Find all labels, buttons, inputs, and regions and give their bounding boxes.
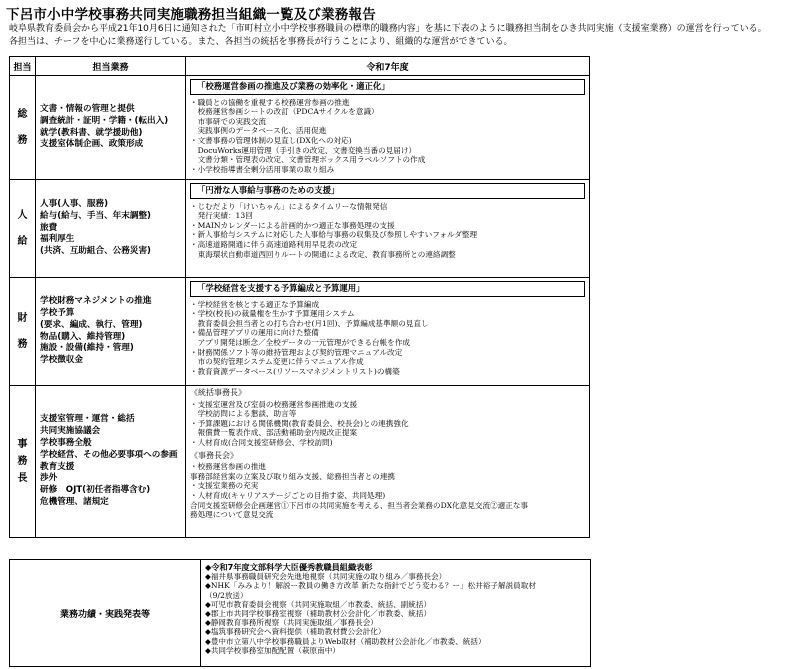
- duty-item: (共済、互助組合、公務災害): [40, 246, 151, 257]
- table-row-zaimu: [10, 278, 590, 386]
- achievement-item: ◆NHK「みみより！解説ー教員の働き方改革 新たな指針でどう変わる？ー」松井裕子解説員取材: [205, 581, 536, 591]
- intro-line: 各担当は、チーフを中心に業務遂行している。また、各担当の統括を事務長が行うことにより、組織的な運営ができている。: [9, 37, 513, 47]
- detail-line: ・人材育成(キャリアステージごとの目指す姿、共同処理): [190, 490, 386, 500]
- detail-line: ・文書事務の管理体制の見直し(DX化への対応): [190, 135, 352, 145]
- duty-item: 学校財務マネジメントの推進: [40, 296, 152, 307]
- duty-item: 学校予算: [40, 307, 75, 318]
- organization-table: [9, 56, 590, 538]
- duty-item: 研修 OJT(初任者指導含む): [40, 485, 151, 496]
- category-jinkyu: 人 給: [10, 180, 36, 278]
- achievements-label: 業務功績・実践発表等: [10, 560, 201, 666]
- category-zaimu: 財 務: [10, 278, 36, 386]
- table-row-jinkyu: [10, 180, 590, 278]
- detail-line: 市の契約管理システム変更に伴うマニュアル作成: [190, 357, 364, 367]
- achievement-item: ◆郡上市共同学校事務室視察（補助教材公会計化／市教委、統括）: [205, 609, 432, 619]
- duty-item: 給与(給与、手当、年末調整): [40, 210, 151, 221]
- detail-line: 実践事例のデータベース化、活用促進: [190, 126, 327, 136]
- achievement-item: ◆令和7年度文部科学大臣優秀教職員組織表彰: [205, 563, 373, 572]
- detail-heading: 「学校経営を支援する予算編成と予算運用」: [190, 281, 585, 297]
- header-year: 令和7年度: [186, 57, 590, 76]
- achievements-list: [201, 560, 590, 666]
- duties-zaimu: [36, 278, 186, 386]
- duty-item: 学校経営、その他必要事項への参画: [40, 449, 178, 460]
- duty-item: 支援室管理・運営・総括: [40, 414, 135, 425]
- duty-item: 就学(教科書、就学援助他): [40, 127, 143, 138]
- duties-jimucho: [36, 386, 186, 538]
- table-header-row: [10, 57, 590, 76]
- achievement-item: ◆共同学校事務室加配配置（萩原南中）: [205, 645, 340, 655]
- detail-line: ・高速道路開通に伴う高速道路利用早見表の改定: [190, 239, 358, 249]
- duty-item: 教育支援: [40, 461, 75, 472]
- detail-line: 事務部経営案の立案及び取り組み支援、総務担当者との連携: [190, 471, 396, 481]
- detail-line: 教育委員会担当者との打ち合わせ(月1回)、予算編成基準額の見直し: [190, 318, 429, 328]
- detail-somu: [186, 76, 590, 180]
- detail-line: ・小学校指導書全剰分活用事業の取り組み: [190, 164, 335, 174]
- detail-line: 報償費一覧表作成、部活動補助金内規改正提案: [190, 428, 358, 438]
- detail-line: 文書分類・管理表の改定、文書管理ボックス用ラベルソフトの作成: [190, 155, 426, 165]
- achievement-item: ◆豊中市立第八中学校事務職員よりWeb取材（補助教材公会計化／市教委、統括）: [205, 636, 486, 646]
- category-somu: 総 務: [10, 76, 36, 180]
- header-duties: 担当業務: [36, 57, 186, 76]
- duty-item: 調査統計・証明・学籍・(転出入): [40, 115, 169, 126]
- achievement-item: （9/2放送）: [205, 590, 248, 600]
- detail-line: ・予算課題における関係機関(教育委員会、校長会)との連携強化: [190, 418, 409, 428]
- detail-line: アプリ開発は断念／全校データの一元管理ができる台帳を作成: [190, 337, 410, 347]
- table-row-jimucho: [10, 386, 590, 538]
- duty-item: 学校徴収金: [40, 355, 83, 366]
- achievement-item: ◆塩筑事務研究会へ資料提供（補助教材費公会計化）: [205, 627, 386, 637]
- duty-item: 物品(購入、維持管理): [40, 331, 126, 342]
- detail-line: ・学校経営を核とする適正な予算編成: [190, 299, 320, 309]
- achievement-item: ◆静岡教育事務所視察（共同実施取組／事務長会）: [205, 618, 378, 628]
- duty-item: 渉外: [40, 473, 58, 484]
- duty-item: 福利厚生: [40, 234, 75, 245]
- category-jimucho: 事 務 長: [10, 386, 36, 538]
- intro-line: 岐阜県教育委員会から平成21年10月6日に通知された「市町村立小中学校事務職員の標準的職務内容」を基に下表のように職務担当制をひき共同実施（支援室業務）の運営を行っている。: [9, 24, 767, 34]
- detail-heading: 「校務運営参画の推進及び業務の効率化・適正化」: [190, 79, 585, 95]
- detail-line: 学校訪問による懇談、助言等: [190, 409, 297, 419]
- detail-jimucho: [186, 386, 590, 538]
- detail-line: ・財務関係ソフト等の維持管理および契約管理マニュアル改定: [190, 347, 403, 357]
- duty-item: 学校事務全般: [40, 437, 92, 448]
- duty-item: 危機管理、諸規定: [40, 496, 109, 507]
- detail-line: ・支援室運営及び室員の校務運営参画推進の支援: [190, 399, 358, 409]
- duty-item: 旅費: [40, 222, 58, 233]
- detail-line: ・じむだより「けいちゃん」によるタイムリーな情報発信: [190, 201, 388, 211]
- duty-item: 文書・情報の管理と提供: [40, 103, 135, 114]
- duties-jinkyu: [36, 180, 186, 278]
- header-tanto: 担当: [10, 57, 36, 76]
- detail-zaimu: [186, 278, 590, 386]
- detail-line: ・MAINカレンダーによる計画的かつ適正な事務処理の支援: [190, 220, 395, 230]
- duty-item: 支援室体制企画、政策形成: [40, 139, 144, 150]
- detail-line: 発行実績：13回: [190, 211, 253, 221]
- table-row-somu: [10, 76, 590, 180]
- duty-item: 人事(人事、服務): [40, 199, 109, 209]
- detail-line: 東海環状自動車道西回りルートの開通による改定、教育事務所との連絡調整: [190, 249, 456, 259]
- detail-line: ・人材育成(合同支援室研修会、学校訪問): [190, 437, 333, 447]
- achievements-box: [9, 559, 591, 667]
- detail-line: 合同支援室研修会企画運営①下呂市の共同実施を考える、担当者会業務のDX化意見交流②適正な事: [190, 500, 529, 510]
- detail-heading: 「円滑な人事給与事務のための支援」: [190, 183, 585, 199]
- achievement-item: ◆可児市教育委員会視察（共同実施取組／市教委、統括、副統括）: [205, 599, 432, 609]
- achievement-item: ◆福井県事務職員研究会先進地視察（共同実施の取り組み／事務長会）: [205, 572, 447, 582]
- detail-line: ・教育資源データベース(リソースマネジメントリスト)の構築: [190, 366, 400, 376]
- detail-line: 校務運営参画シートの改訂（PDCAサイクルを意識）: [190, 107, 379, 117]
- detail-line: ・備品管理アプリの運用に向けた整備: [190, 328, 319, 338]
- detail-subheading: 《事務長会》: [190, 450, 238, 460]
- detail-line: ・学校(校長)の裁量権を生かす予算運用システム: [190, 309, 355, 319]
- detail-subheading: 《統括事務長》: [190, 388, 246, 397]
- detail-line: 市事研での実践交流: [190, 116, 266, 126]
- detail-line: ・職員との協働を重視する校務運営参画の推進: [190, 97, 350, 107]
- detail-line: ・校務運営参画の推進: [190, 462, 266, 472]
- intro-text: [9, 23, 767, 49]
- duty-item: 共同実施協議会: [40, 426, 101, 437]
- detail-line: 務処理について意見交流: [190, 510, 274, 520]
- detail-line: ・支援室業務の充実: [190, 481, 259, 491]
- detail-line: ・新人事給与システムに対応した人事給与事務の収集及び参照しやすいフォルダ整理: [190, 230, 478, 240]
- page-title: 下呂市小中学校事務共同実施職務担当組織一覧及び業務報告: [6, 7, 376, 23]
- detail-line: DocuWorks運用管理（手引きの改定、文書変換当番の見届け）: [190, 145, 417, 155]
- duty-item: 施設・設備(維持・管理): [40, 343, 134, 354]
- duty-item: (要求、編成、執行、管理): [40, 319, 143, 330]
- detail-jinkyu: [186, 180, 590, 278]
- duties-somu: [36, 76, 186, 180]
